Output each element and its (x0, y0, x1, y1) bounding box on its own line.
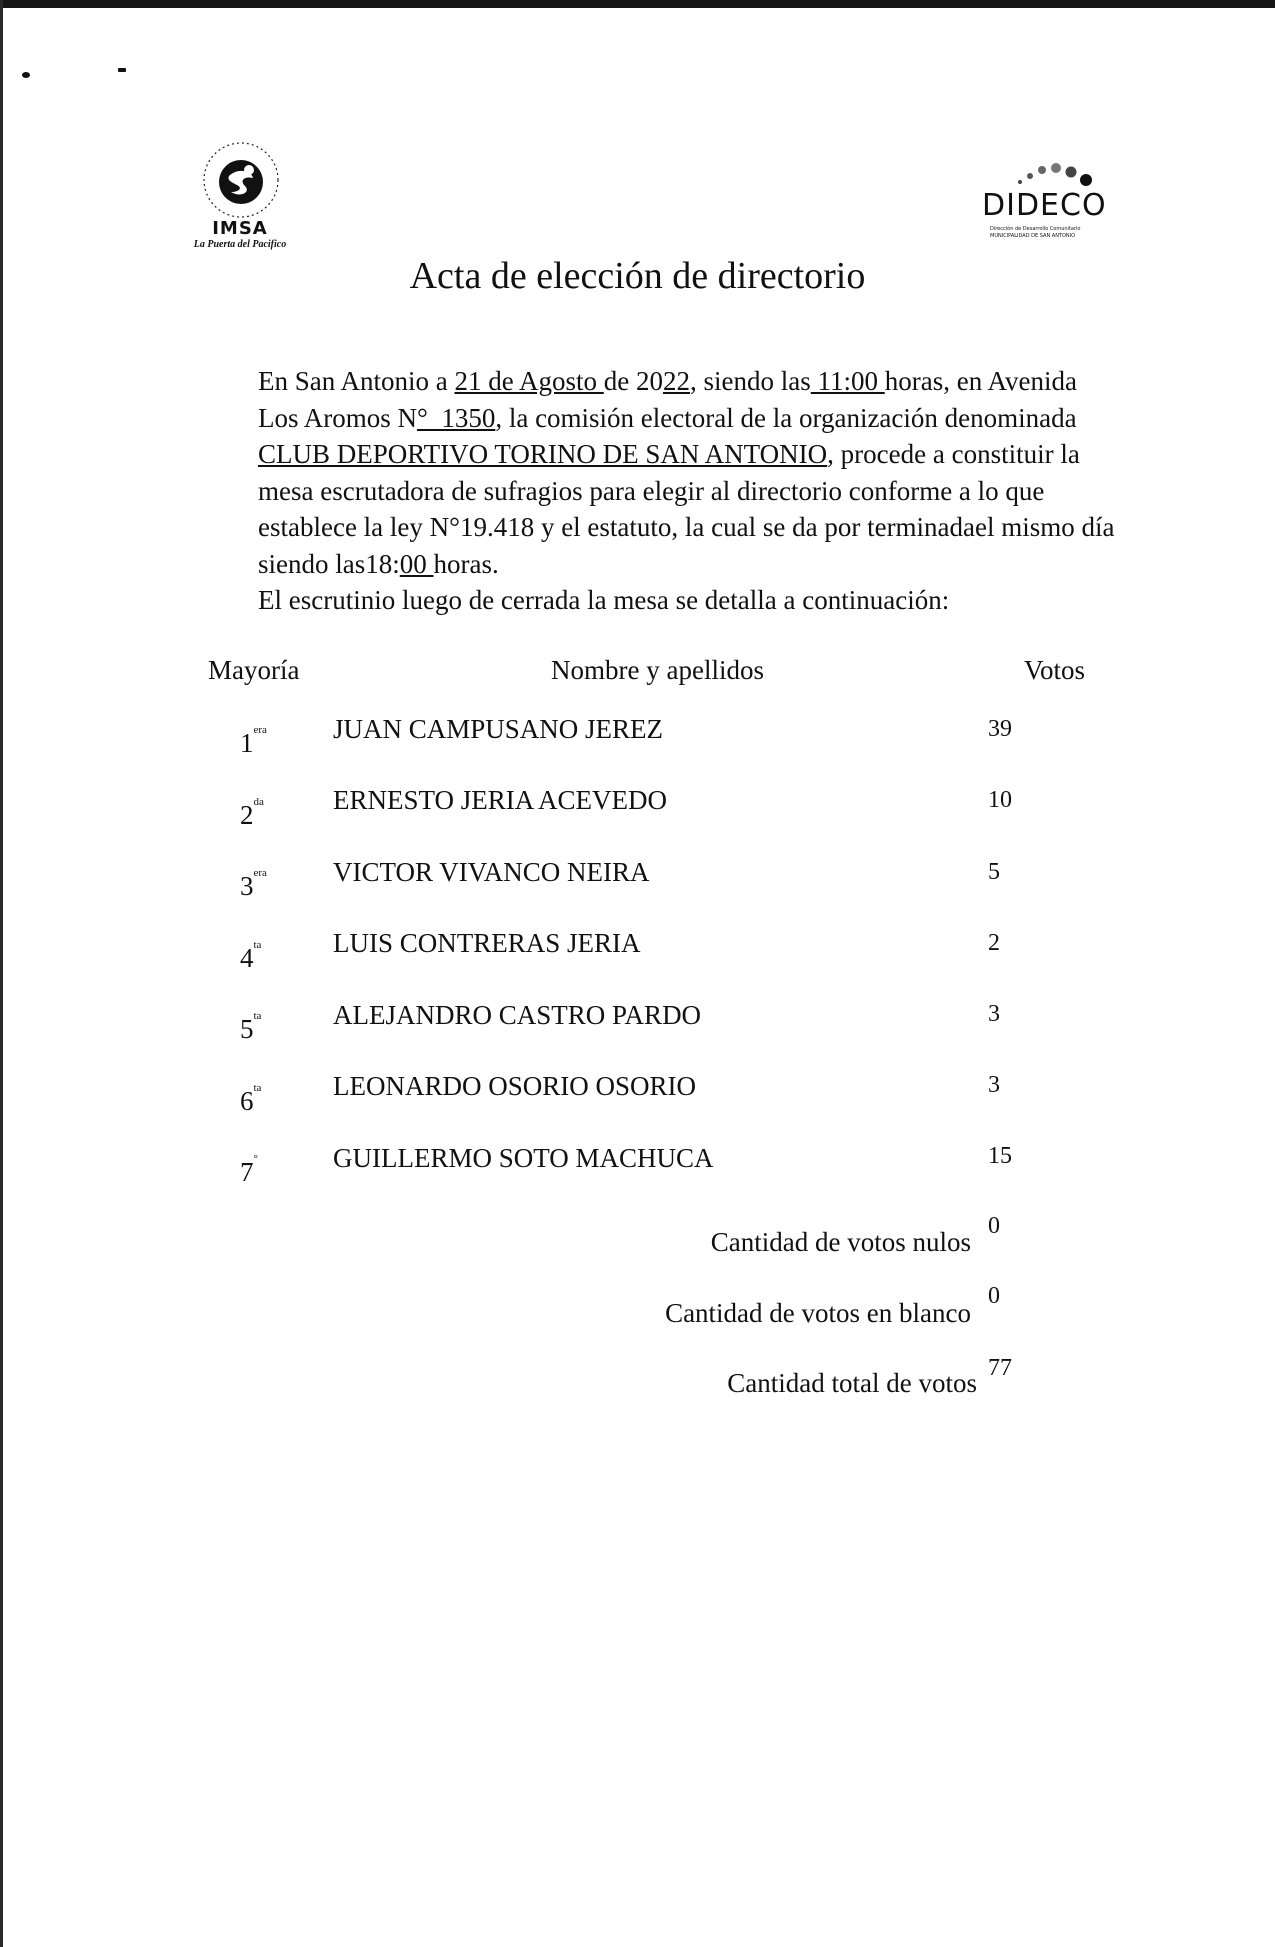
dideco-logo (982, 160, 1112, 250)
imsa-emblem-icon (201, 140, 281, 220)
vote-count: 3 (988, 1072, 1000, 1098)
null-votes-label: Cantidad de votos nulos (710, 1227, 971, 1257)
null-votes-value: 0 (988, 1213, 1000, 1239)
paragraph-text: En San Antonio a 21 de Agosto de 2022, siendo las 11:00 horas, en Avenida (258, 366, 1077, 396)
rank-cell: $3^{era}$ (240, 867, 267, 901)
paragraph-line (258, 400, 1142, 437)
end-time-field: 00 (399, 548, 434, 579)
candidate-name: ERNESTO JERIA ACEVEDO (333, 785, 668, 815)
vote-count: 15 (988, 1143, 1012, 1169)
rank-cell: $2^{da}$ (240, 796, 264, 830)
paragraph-text: CLUB DEPORTIVO TORINO DE SAN ANTONIO, procede a constituir la (258, 439, 1080, 469)
rank-cell: $4^{ta}$ (240, 939, 262, 973)
intro-paragraph (258, 363, 1142, 619)
candidate-name: LUIS CONTRERAS JERIA (333, 928, 641, 958)
total-votes-label: Cantidad total de votos (727, 1368, 977, 1398)
scan-speck (118, 68, 126, 72)
dideco-subtitle (990, 226, 1108, 240)
paragraph-line: El escrutinio luego de cerrada la mesa se detalla a continuación: (258, 585, 950, 615)
candidate-name: VICTOR VIVANCO NEIRA (333, 857, 650, 887)
total-votes-value: 77 (988, 1355, 1012, 1381)
dideco-dots-icon (1016, 160, 1096, 188)
paragraph-line (258, 436, 1142, 473)
paragraph-text: Los Aromos N°_1350, la comisión electoral de la organización denominada (258, 402, 1077, 433)
vote-count: 5 (988, 859, 1000, 885)
paragraph-line: establece la ley N°19.418 y el estatuto, la cual se da por terminadael mismo día (258, 512, 1115, 542)
imsa-brand-text: IMSA (212, 218, 268, 239)
date-field: 21 de Agosto (454, 366, 604, 396)
dideco-subtitle-line1: Dirección de Desarrollo Comunitario (990, 226, 1081, 232)
blank-votes-label: Cantidad de votos en blanco (665, 1298, 971, 1328)
rank-cell: $1^{era}$ (240, 724, 267, 758)
candidate-name: ALEJANDRO CASTRO PARDO (333, 1000, 702, 1030)
vote-count: 2 (988, 930, 1000, 956)
address-number-field: °_1350 (417, 402, 496, 433)
paragraph-line: mesa escrutadora de sufragios para elegir al directorio conforme a lo que (258, 475, 1045, 506)
candidate-name: LEONARDO OSORIO OSORIO (333, 1071, 697, 1101)
year-field: 22 (663, 366, 690, 396)
rank-cell: $6^{ta}$ (240, 1082, 262, 1116)
scan-border-top (0, 0, 1275, 8)
imsa-logo (170, 140, 310, 250)
candidate-name: JUAN CAMPUSANO JEREZ (333, 714, 664, 744)
vote-count: 10 (988, 787, 1012, 813)
organization-name: CLUB DEPORTIVO TORINO DE SAN ANTONIO (258, 439, 828, 469)
blank-votes-value: 0 (988, 1283, 1000, 1309)
candidate-name: GUILLERMO SOTO MACHUCA (333, 1143, 714, 1173)
vote-count: 3 (988, 1001, 1000, 1027)
rank-cell: $5^{ta}$ (240, 1010, 262, 1044)
time-field: 11:00 (810, 366, 885, 396)
dideco-brand-text: DIDECO (982, 188, 1107, 223)
column-header-rank: Mayoría (208, 655, 300, 685)
paragraph-line (258, 363, 1142, 400)
dideco-subtitle-line2: MUNICIPALIDAD DE SAN ANTONIO (990, 233, 1076, 239)
column-header-votes: Votos (1024, 655, 1086, 685)
rank-cell: 7° (240, 1153, 258, 1187)
column-header-name: Nombre y apellidos (551, 655, 764, 685)
paragraph-line: siendo las18:00 horas. (258, 548, 499, 579)
imsa-motto: La Puerta del Pacifico (193, 239, 287, 250)
scan-speck (22, 72, 30, 78)
vote-count: 39 (988, 716, 1012, 742)
document-title: Acta de elección de directorio (409, 255, 866, 297)
